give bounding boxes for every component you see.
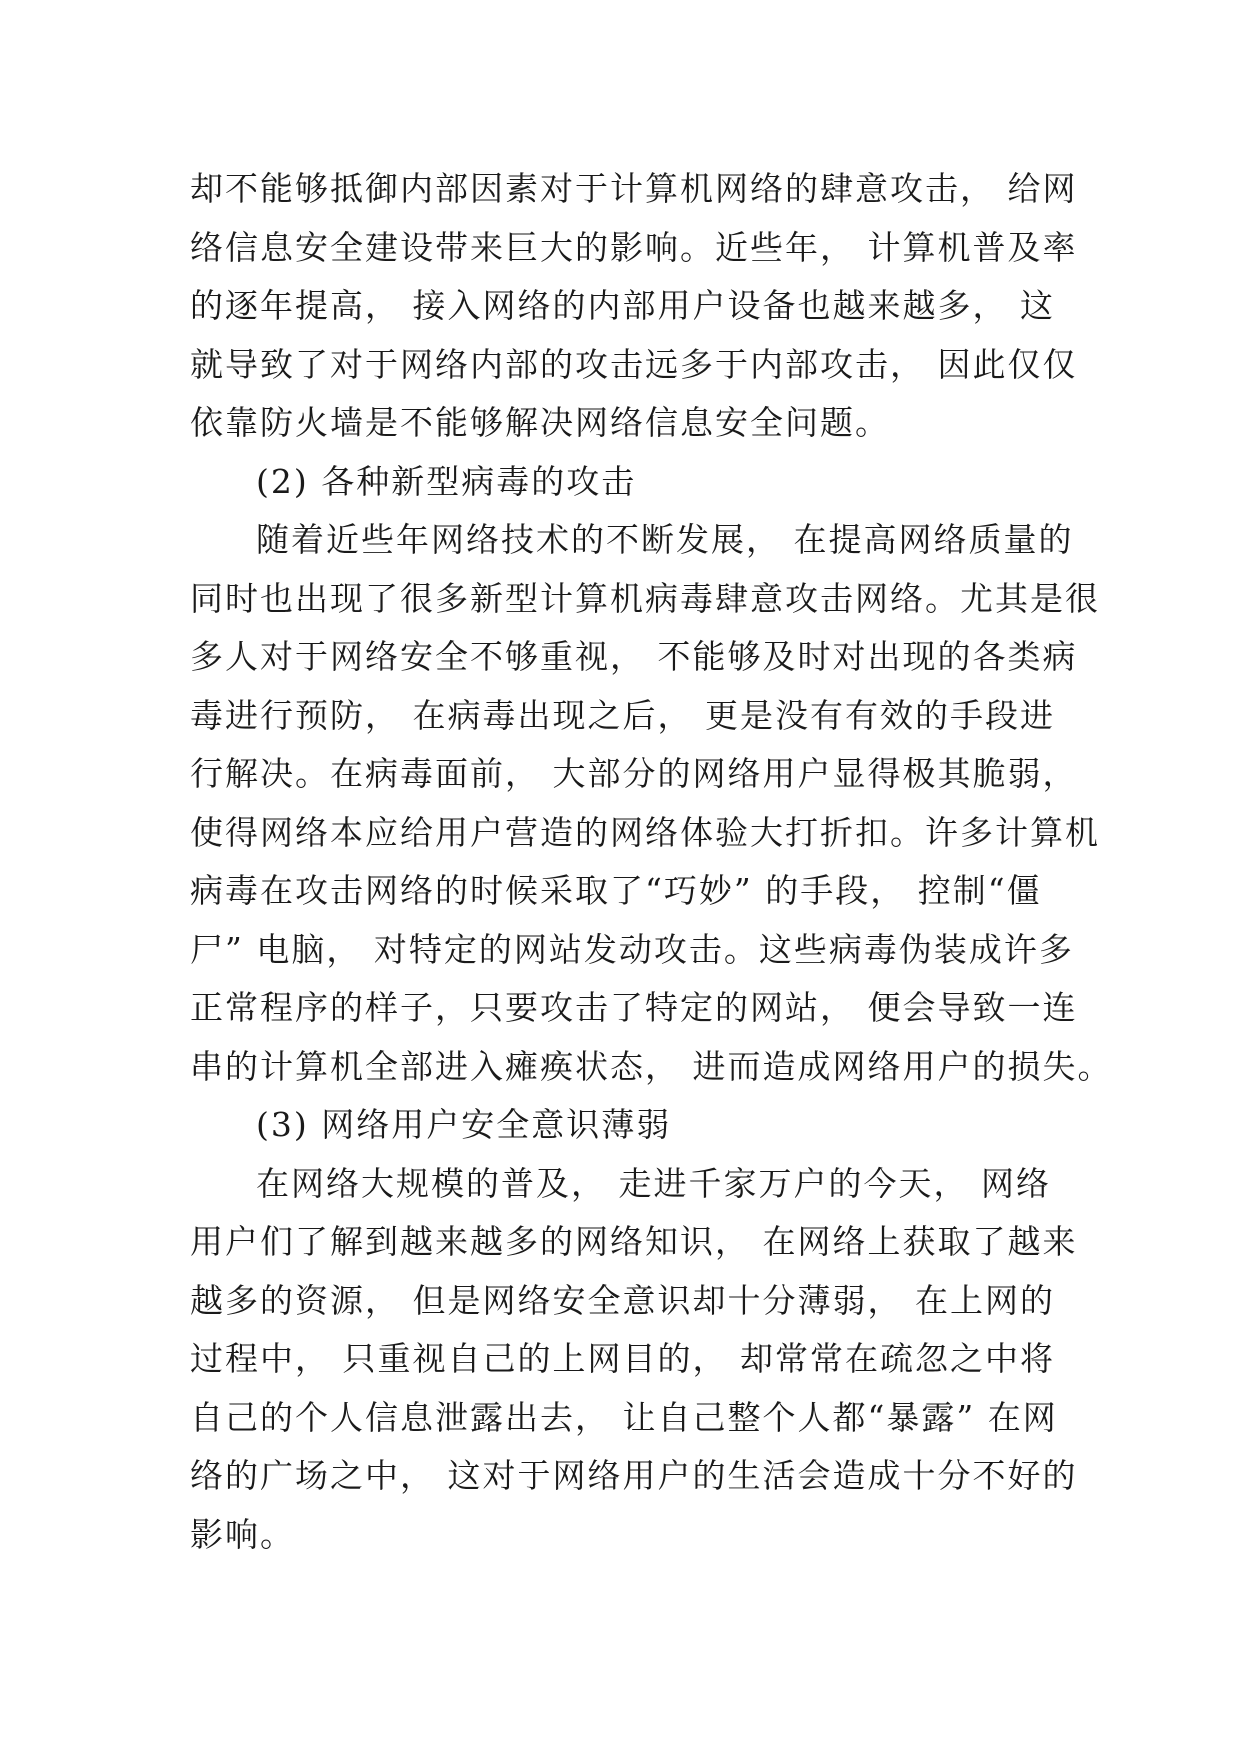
text-line: 的逐年提高， 接入网络的内部用户设备也越来越多， 这	[190, 286, 1055, 325]
text-line: 络信息安全建设带来巨大的影响。近些年， 计算机普及率	[190, 227, 1078, 267]
text-line: 络的广场之中， 这对于网络用户的生活会造成十分不好的	[190, 1456, 1078, 1495]
text-line: 正常程序的样子，只要攻击了特定的网站， 便会导致一连	[190, 988, 1078, 1027]
text-line: 串的计算机全部进入瘫痪状态， 进而造成网络用户的损失。	[190, 1046, 1113, 1086]
text-line: 用户们了解到越来越多的网络知识， 在网络上获取了越来	[190, 1222, 1078, 1261]
text-line: 尸” 电脑， 对特定的网站发动攻击。这些病毒伪装成许多	[190, 929, 1074, 969]
text-line: 行解决。在病毒面前， 大部分的网络用户显得极其脆弱，	[190, 754, 1078, 793]
text-line: 影响。	[190, 1514, 295, 1554]
text-line: 依靠防火墙是不能够解决网络信息安全问题。	[190, 403, 890, 442]
text-line: 就导致了对于网络内部的攻击远多于内部攻击， 因此仅仅	[190, 344, 1078, 384]
text-line: 毒进行预防， 在病毒出现之后， 更是没有有效的手段进	[190, 695, 1055, 735]
section-heading-2: (2) 各种新型病毒的攻击	[256, 461, 637, 501]
text-line: 使得网络本应给用户营造的网络体验大打折扣。许多计算机	[190, 812, 1100, 852]
text-line: 却不能够抵御内部因素对于计算机网络的肆意攻击， 给网	[190, 169, 1078, 208]
paragraph-first-line: 在网络大规模的普及， 走进千家万户的今天， 网络	[256, 1163, 1051, 1203]
section-heading-3: (3) 网络用户安全意识薄弱	[256, 1105, 672, 1144]
document-body	[190, 160, 1113, 1564]
paragraph-first-line: 随着近些年网络技术的不断发展， 在提高网络质量的	[256, 520, 1074, 559]
text-line: 过程中， 只重视自己的上网目的， 却常常在疏忽之中将	[190, 1339, 1055, 1378]
text-line: 同时也出现了很多新型计算机病毒肆意攻击网络。尤其是很	[190, 578, 1100, 618]
text-line: 病毒在攻击网络的时候采取了“巧妙” 的手段， 控制“僵	[190, 871, 1042, 910]
text-line: 越多的资源， 但是网络安全意识却十分薄弱， 在上网的	[190, 1280, 1055, 1320]
text-line: 多人对于网络安全不够重视， 不能够及时对出现的各类病	[190, 637, 1078, 676]
text-line: 自己的个人信息泄露出去， 让自己整个人都“暴露” 在网	[190, 1397, 1058, 1437]
